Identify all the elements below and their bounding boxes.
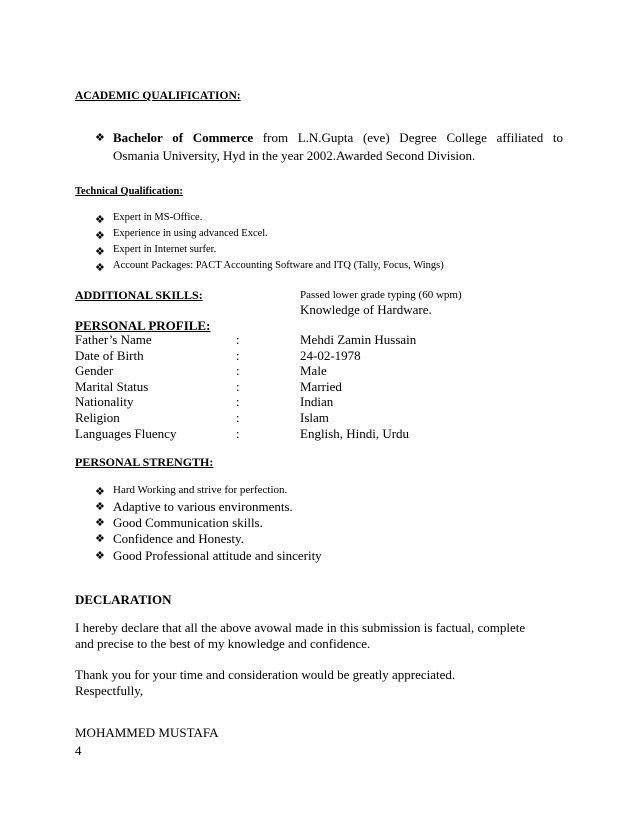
academic-degree-line1 [113,130,563,146]
technical-item: ❖ Experience in using advanced Excel. [113,228,268,239]
technical-item: ❖ Expert in MS-Office. [113,212,202,223]
profile-colon: : [236,363,240,378]
profile-value: English, Hindi, Urdu [300,426,410,441]
strength-item: ❖ Adaptive to various environments. [113,499,293,515]
profile-value: Male [300,363,327,378]
profile-colon: : [236,332,240,347]
technical-item: ❖ Account Packages: PACT Accounting Software and ITQ (Tally, Focus, Wings) [113,260,444,271]
signatory-name: MOHAMMED MUSTAFA [75,725,219,740]
academic-degree-line2: Osmania University, Hyd in the year 2002.Awarded Second Division. [113,148,476,163]
declaration-text-line2: and precise to the best of my knowledge and confidence. [75,636,371,651]
profile-colon: : [236,426,240,441]
profile-value: Married [300,379,342,394]
profile-label: Religion [75,410,120,425]
strength-heading: PERSONAL STRENGTH: [75,455,214,469]
technical-item: ❖ Expert in Internet surfer. [113,244,216,255]
degree-name: Bachelor of Commerce [113,130,254,145]
profile-value: Islam [300,410,329,425]
strength-item: ❖ Confidence and Honesty. [113,531,244,547]
profile-colon: : [236,348,240,363]
profile-label: Marital Status [75,379,149,394]
strength-item: ❖ Good Professional attitude and sincerity [113,548,322,564]
additional-skills-heading: ADDITIONAL SKILLS: [75,288,203,302]
strength-item: ❖ Good Communication skills. [113,515,263,531]
profile-value: Mehdi Zamin Hussain [300,332,417,347]
academic-heading: ACADEMIC QUALIFICATION: [75,90,241,102]
profile-value: Indian [300,394,334,409]
profile-heading: PERSONAL PROFILE: [75,318,211,333]
page-number: 4 [75,743,82,758]
profile-colon: : [236,379,240,394]
profile-label: Father’s Name [75,332,152,347]
technical-heading: Technical Qualification: [75,186,183,197]
profile-label: Date of Birth [75,348,144,363]
profile-label: Languages Fluency [75,426,177,441]
profile-colon: : [236,410,240,425]
degree-college: from L.N.Gupta (eve) Degree College affiliated to [262,130,564,145]
thank-you-text: Thank you for your time and consideration would be greatly appreciated. [75,667,456,682]
additional-skill-hardware: Knowledge of Hardware. [300,302,432,317]
additional-skill-typing: Passed lower grade typing (60 wpm) [300,289,462,301]
strength-item: ❖ Hard Working and strive for perfection. [113,484,287,496]
declaration-heading: DECLARATION [75,592,172,607]
profile-label: Gender [75,363,114,378]
closing-text: Respectfully, [75,683,144,698]
profile-colon: : [236,394,240,409]
profile-label: Nationality [75,394,134,409]
declaration-text-line1: I hereby declare that all the above avowal made in this submission is factual, complete [75,620,526,635]
profile-value: 24-02-1978 [300,348,361,363]
